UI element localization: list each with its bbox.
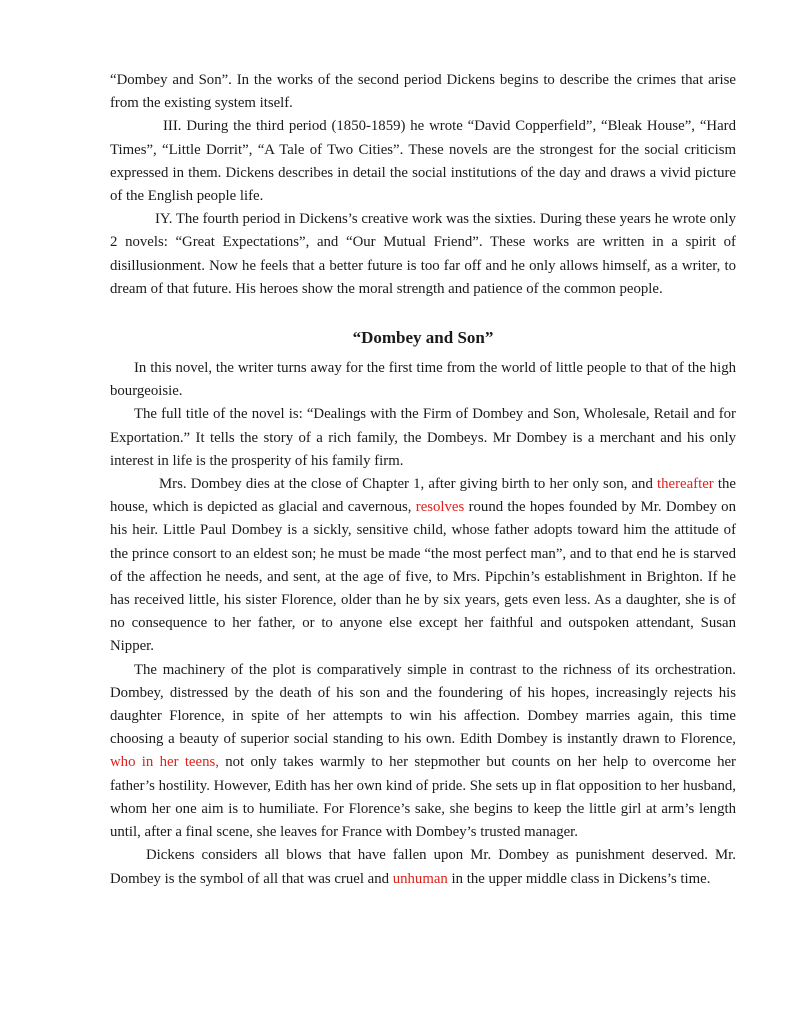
text-run: round the hopes founded by Mr. Dombey on his heir. Little Paul Dombey is a sickly, sensitive child, whose father adopts toward him the attitude of the prince consort to an eldest son; he must be made “the most perfect man”, and to that end he is starved of the affection he needs, and sent, at the age of five, to Mrs. Pipchin’s establishment in Brighton. If he has received little, his sister Florence, older than he by six years, gets even less. As a daughter, she is of no consequence to her father, or to anyone else except her faithful and outspoken attendant, Susan Nipper. [110, 499, 736, 655]
novel-title-paragraph: The full title of the novel is: “Dealings with the Firm of Dombey and Son, Wholesale, Retail and for Exportation.” It tells the story of a rich family, the Dombeys. Mr Dombey is a merchant and his only interest in life is the prosperity of his family firm. [110, 406, 736, 469]
plot-paragraph [110, 659, 736, 845]
mrs-dombey-paragraph [110, 473, 736, 659]
intro-paragraph: “Dombey and Son”. In the works of the second period Dickens begins to describe the crimes that arise from the existing system itself. [110, 72, 736, 112]
text-run: The machinery of the plot is comparatively simple in contrast to the richness of its orchestration. Dombey, distressed by the death of his son and the foundering of his hopes, increasingly rejects his daughter Florence, in spite of her attempts to win his affection. Dombey marries again, this time choosing a beauty of superior social standing to his own. Edith Dombey is instantly drawn to Florence, [110, 661, 736, 748]
highlighted-word: unhuman [392, 870, 448, 887]
text-run: Dickens considers all blows that have fallen upon Mr. Dombey as punishment deserved. Mr. Dombey is the symbol of all that was cruel and [110, 847, 736, 887]
text-run: in the upper middle class in Dickens’s time. [447, 870, 711, 887]
period-three-paragraph: III. During the third period (1850-1859) he wrote “David Copperfield”, “Bleak House”, “Hard Times”, “Little Dorrit”, “A Tale of Two Cities”. These novels are the strongest for the social criticism expressed in them. Dickens describes in detail the social institutions of the day and draws a vivid picture of the English people life. [110, 118, 736, 205]
blows-paragraph [110, 844, 736, 890]
text-run: the house, which is depicted as glacial and cavernous, [110, 476, 736, 516]
highlighted-word: thereafter [657, 476, 714, 493]
text-run: Mrs. Dombey dies at the close of Chapter 1, after giving birth to her only son, and [159, 476, 658, 493]
highlighted-phrase: who in her teens, [110, 754, 219, 771]
text-run: not only takes warmly to her stepmother but counts on her help to overcome her father’s hostility. However, Edith has her own kind of pride. She sets up in flat opposition to her husband, whom her one aim is to humiliate. For Florence’s sake, she begins to keep the little girl at arm’s length until, after a final scene, she leaves for France with Dombey’s trusted manager. [110, 754, 736, 841]
novel-world-paragraph: In this novel, the writer turns away for the first time from the world of little people to that of the high bourgeoisie. [110, 360, 736, 400]
section-title: “Dombey and Son” [352, 328, 494, 348]
highlighted-word: resolves [415, 499, 465, 516]
period-four-paragraph: IY. The fourth period in Dickens’s creative work was the sixties. During these years he wrote only 2 novels: “Great Expectations”, and “Our Mutual Friend”. These works are written in a spirit of disillusionment. Now he feels that a better future is too far off and he only allows himself, as a writer, to dream of that future. His heroes show the moral strength and patience of the common people. [110, 211, 736, 297]
